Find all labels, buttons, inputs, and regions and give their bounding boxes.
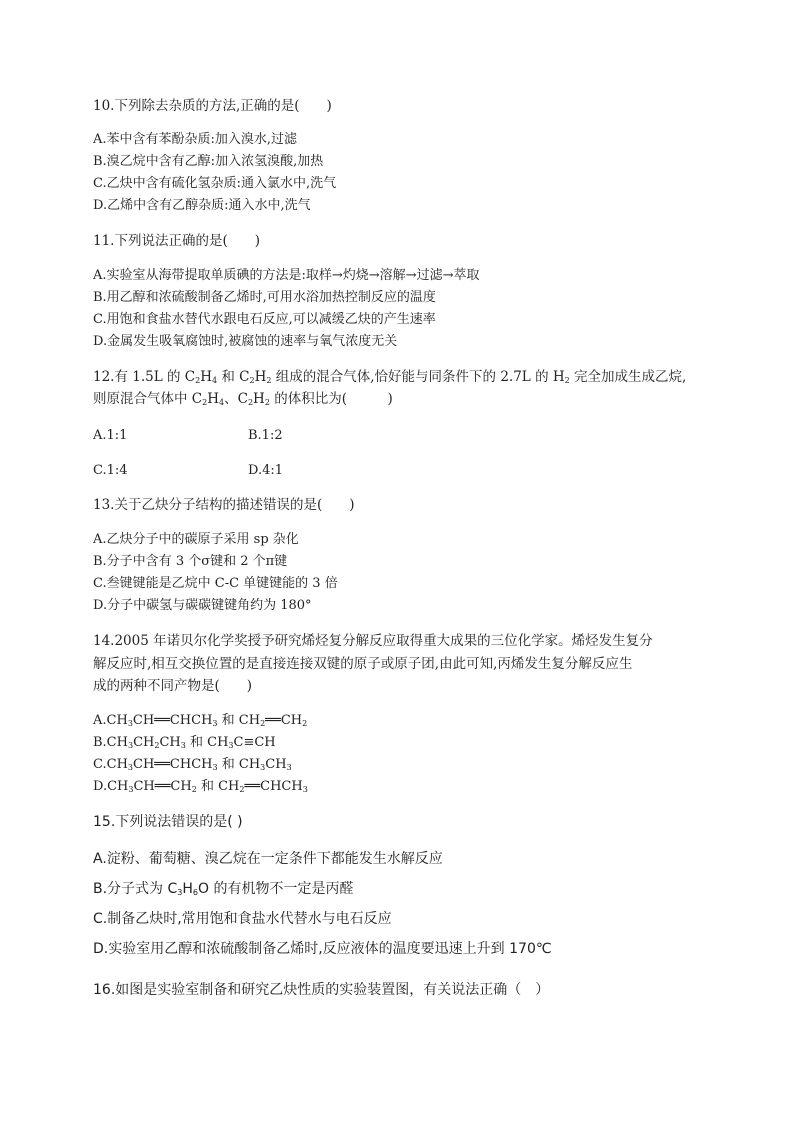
question-13-option-d: D.分子中碳氢与碳碳键键角约为 180° [93, 598, 312, 613]
question-14-stem-line-3: 成的两种不同产物是( ) [93, 678, 253, 694]
question-10-option-b: B.溴乙烷中含有乙醇:加入浓氢溴酸,加热 [93, 154, 324, 169]
question-14-option-b: $B.CH_3CH_2CH_3$ 和 $CH_3C\equiv CH$ [93, 735, 276, 750]
question-10-option-a: A.苯中含有苯酚杂质:加入溴水,过滤 [93, 132, 298, 147]
question-12-stem-line-1: 12.有 1.5L 的 $C_2H_4$ 和 $C_2H_2$ 组成的混合气体,恰好能与同条件下的 2.7L 的 $H_2$ 完全加成生成乙烷, [93, 369, 687, 385]
question-14-stem-line-1: 14.2005 年诺贝尔化学奖授予研究烯烃复分解反应取得重大成果的三位化学家。烯烃发生复分 [93, 633, 653, 649]
question-10-option-c: C.乙炔中含有硫化氢杂质:通入氯水中,洗气 [93, 176, 337, 191]
question-13-option-c: C.叁键键能是乙烷中 C-C 单键键能的 3 倍 [93, 576, 338, 591]
question-10-stem: 10.下列除去杂质的方法,正确的是( ) [93, 98, 332, 114]
question-11-option-d: D.金属发生吸氧腐蚀时,被腐蚀的速率与氧气浓度无关 [93, 334, 398, 349]
question-12-option-a: A.1:1 [93, 428, 128, 443]
question-12-option-c: C.1:4 [93, 463, 128, 478]
question-13-stem: 13.关于乙炔分子结构的描述错误的是( ) [93, 497, 355, 513]
question-15-option-c: C.制备乙炔时,常用饱和食盐水代替水与电石反应 [93, 911, 392, 927]
question-15-stem: 15.下列说法错误的是( ) [93, 814, 243, 830]
question-12-stem-line-2: 则原混合气体中 $C_2H_4$、$C_2H_2$ 的体积比为( ) [93, 391, 393, 407]
question-15-option-d: D.实验室用乙醇和浓硫酸制备乙烯时,反应液体的温度要迅速上升到 170℃ [93, 941, 552, 957]
question-10-option-d: D.乙烯中含有乙醇杂质:通入水中,洗气 [93, 198, 311, 213]
question-15-option-a: A.淀粉、葡萄糖、溴乙烷在一定条件下都能发生水解反应 [93, 851, 443, 867]
question-12-option-d: D.4:1 [248, 463, 284, 478]
question-16-stem: 16.如图是实验室制备和研究乙炔性质的实验装置图，有关说法正确（ ） [93, 982, 550, 998]
question-14-option-a: $A.CH_3CH══CHCH_3$ 和 $CH_2══CH_2$ [93, 713, 308, 728]
question-14-option-d: $D.CH_3CH══CH_2$ 和 $CH_2══CHCH_3$ [93, 779, 308, 794]
question-14-option-c: $C.CH_3CH══CHCH_3$ 和 $CH_3CH_3$ [93, 757, 292, 772]
question-14-stem-line-2: 解反应时,相互交换位置的是直接连接双键的原子或原子团,由此可知,丙烯发生复分解反应生 [93, 656, 633, 672]
question-11-option-b: B.用乙醇和浓硫酸制备乙烯时,可用水浴加热控制反应的温度 [93, 290, 436, 305]
question-11-stem: 11.下列说法正确的是( ) [93, 233, 261, 249]
question-12-option-b: B.1:2 [248, 428, 283, 443]
question-11-option-c: C.用饱和食盐水替代水跟电石反应,可以减缓乙炔的产生速率 [93, 312, 436, 327]
question-11-option-a: A.实验室从海带提取单质碘的方法是:取样→灼烧→溶解→过滤→萃取 [93, 268, 480, 283]
question-13-option-b: B.分子中含有 3 个σ键和 2 个π键 [93, 554, 288, 569]
question-13-option-a: A.乙炔分子中的碳原子采用 sp 杂化 [93, 532, 299, 547]
question-15-option-b: B.分子式为 $C_3H_6O$ 的有机物不一定是丙醛 [93, 881, 354, 897]
